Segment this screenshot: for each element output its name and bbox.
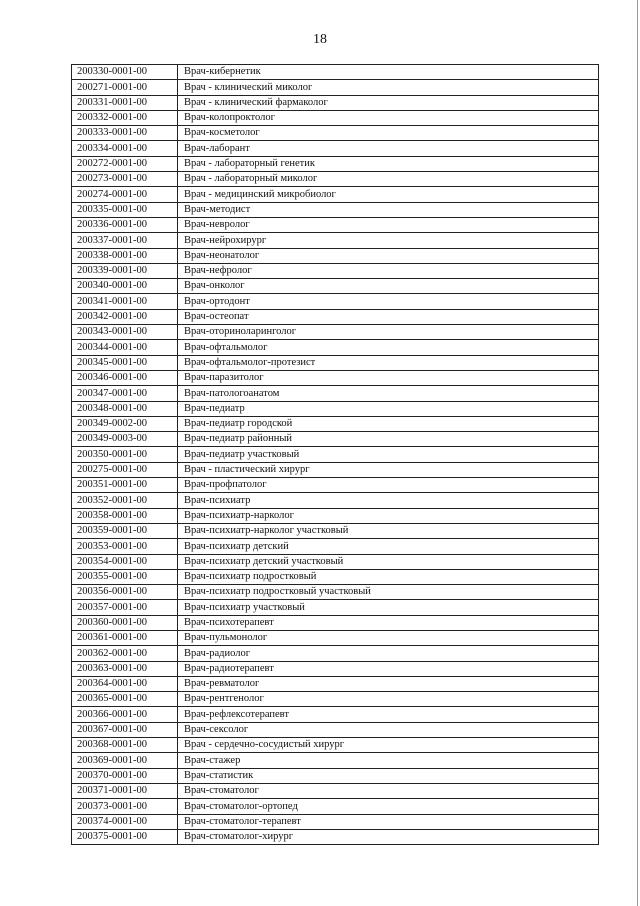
profession-name-cell: Врач-радиолог — [178, 646, 599, 661]
table-row — [72, 722, 599, 737]
table-row — [72, 630, 599, 645]
profession-code-cell: 200349-0003-00 — [72, 432, 178, 447]
profession-code-cell: 200349-0002-00 — [72, 416, 178, 431]
profession-code-cell: 200375-0001-00 — [72, 829, 178, 844]
profession-code-cell: 200361-0001-00 — [72, 630, 178, 645]
table-row — [72, 661, 599, 676]
profession-code-cell: 200340-0001-00 — [72, 279, 178, 294]
profession-name-cell: Врач-стоматолог-терапевт — [178, 814, 599, 829]
profession-code-cell: 200370-0001-00 — [72, 768, 178, 783]
table-row — [72, 829, 599, 844]
profession-name-cell: Врач-педиатр районный — [178, 432, 599, 447]
profession-code-cell: 200360-0001-00 — [72, 615, 178, 630]
table-row — [72, 447, 599, 462]
profession-code-cell: 200355-0001-00 — [72, 569, 178, 584]
table-row — [72, 325, 599, 340]
profession-code-cell: 200335-0001-00 — [72, 202, 178, 217]
table-row — [72, 279, 599, 294]
profession-code-cell: 200339-0001-00 — [72, 263, 178, 278]
table-row — [72, 600, 599, 615]
table-row — [72, 462, 599, 477]
profession-name-cell: Врач-пульмонолог — [178, 630, 599, 645]
profession-name-cell: Врач-психиатр-нарколог — [178, 508, 599, 523]
profession-code-cell: 200351-0001-00 — [72, 478, 178, 493]
table-row — [72, 783, 599, 798]
table-row — [72, 707, 599, 722]
table-row — [72, 416, 599, 431]
profession-code-cell: 200364-0001-00 — [72, 676, 178, 691]
profession-name-cell: Врач-педиатр — [178, 401, 599, 416]
profession-code-cell: 200331-0001-00 — [72, 95, 178, 110]
profession-code-cell: 200357-0001-00 — [72, 600, 178, 615]
table-row — [72, 95, 599, 110]
profession-name-cell: Врач-офтальмолог — [178, 340, 599, 355]
profession-code-cell: 200273-0001-00 — [72, 172, 178, 187]
profession-code-cell: 200367-0001-00 — [72, 722, 178, 737]
table-row — [72, 202, 599, 217]
profession-code-cell: 200356-0001-00 — [72, 585, 178, 600]
profession-code-cell: 200366-0001-00 — [72, 707, 178, 722]
profession-name-cell: Врач-радиотерапевт — [178, 661, 599, 676]
profession-code-cell: 200362-0001-00 — [72, 646, 178, 661]
profession-name-cell: Врач-ревматолог — [178, 676, 599, 691]
profession-code-cell: 200330-0001-00 — [72, 65, 178, 80]
table-row — [72, 370, 599, 385]
profession-name-cell: Врач-остеопат — [178, 309, 599, 324]
profession-name-cell: Врач-рефлексотерапевт — [178, 707, 599, 722]
table-row — [72, 340, 599, 355]
profession-code-cell: 200336-0001-00 — [72, 217, 178, 232]
profession-name-cell: Врач-кибернетик — [178, 65, 599, 80]
profession-code-cell: 200344-0001-00 — [72, 340, 178, 355]
profession-name-cell: Врач-ортодонт — [178, 294, 599, 309]
profession-name-cell: Врач-стоматолог-ортопед — [178, 799, 599, 814]
profession-name-cell: Врач-психиатр подростковый — [178, 569, 599, 584]
profession-name-cell: Врач-неонатолог — [178, 248, 599, 263]
table-row — [72, 615, 599, 630]
profession-name-cell: Врач-психиатр участковый — [178, 600, 599, 615]
profession-name-cell: Врач-стоматолог-хирург — [178, 829, 599, 844]
profession-name-cell: Врач-методист — [178, 202, 599, 217]
profession-name-cell: Врач-психиатр подростковый участковый — [178, 585, 599, 600]
table-row — [72, 126, 599, 141]
profession-name-cell: Врач-психиатр детский участковый — [178, 554, 599, 569]
table-row — [72, 156, 599, 171]
profession-code-cell: 200338-0001-00 — [72, 248, 178, 263]
profession-code-cell: 200371-0001-00 — [72, 783, 178, 798]
table-row — [72, 478, 599, 493]
profession-name-cell: Врач-офтальмолог-протезист — [178, 355, 599, 370]
table-row — [72, 401, 599, 416]
table-row — [72, 386, 599, 401]
profession-name-cell: Врач-психотерапевт — [178, 615, 599, 630]
profession-code-cell: 200373-0001-00 — [72, 799, 178, 814]
profession-name-cell: Врач-психиатр — [178, 493, 599, 508]
profession-code-cell: 200346-0001-00 — [72, 370, 178, 385]
profession-name-cell: Врач-нейрохирург — [178, 233, 599, 248]
profession-name-cell: Врач-профпатолог — [178, 478, 599, 493]
profession-name-cell: Врач - пластический хирург — [178, 462, 599, 477]
profession-name-cell: Врач-косметолог — [178, 126, 599, 141]
profession-code-cell: 200272-0001-00 — [72, 156, 178, 171]
profession-code-cell: 200368-0001-00 — [72, 738, 178, 753]
table-row — [72, 309, 599, 324]
profession-name-cell: Врач-оториноларинголог — [178, 325, 599, 340]
profession-name-cell: Врач-колопроктолог — [178, 110, 599, 125]
table-row — [72, 172, 599, 187]
table-row — [72, 80, 599, 95]
profession-name-cell: Врач-паразитолог — [178, 370, 599, 385]
table-row — [72, 753, 599, 768]
table-row — [72, 355, 599, 370]
profession-name-cell: Врач-патологоанатом — [178, 386, 599, 401]
profession-code-cell: 200334-0001-00 — [72, 141, 178, 156]
table-row — [72, 141, 599, 156]
profession-name-cell: Врач-стоматолог — [178, 783, 599, 798]
table-row — [72, 233, 599, 248]
table-row — [72, 432, 599, 447]
page-edge — [637, 0, 638, 906]
table-row — [72, 217, 599, 232]
table-row — [72, 248, 599, 263]
profession-code-cell: 200365-0001-00 — [72, 692, 178, 707]
profession-name-cell: Врач-нефролог — [178, 263, 599, 278]
table-row — [72, 768, 599, 783]
profession-code-cell: 200348-0001-00 — [72, 401, 178, 416]
profession-name-cell: Врач-статистик — [178, 768, 599, 783]
profession-code-cell: 200343-0001-00 — [72, 325, 178, 340]
profession-code-cell: 200359-0001-00 — [72, 523, 178, 538]
profession-name-cell: Врач-стажер — [178, 753, 599, 768]
profession-code-cell: 200354-0001-00 — [72, 554, 178, 569]
profession-name-cell: Врач - медицинский микробиолог — [178, 187, 599, 202]
profession-code-cell: 200275-0001-00 — [72, 462, 178, 477]
profession-name-cell: Врач-психиатр-нарколог участковый — [178, 523, 599, 538]
profession-code-cell: 200341-0001-00 — [72, 294, 178, 309]
table-row — [72, 539, 599, 554]
profession-code-cell: 200342-0001-00 — [72, 309, 178, 324]
profession-name-cell: Врач-педиатр участковый — [178, 447, 599, 462]
table-row — [72, 692, 599, 707]
profession-name-cell: Врач - клинический миколог — [178, 80, 599, 95]
table-row — [72, 554, 599, 569]
profession-code-cell: 200363-0001-00 — [72, 661, 178, 676]
profession-name-cell: Врач - клинический фармаколог — [178, 95, 599, 110]
profession-name-cell: Врач-рентгенолог — [178, 692, 599, 707]
profession-name-cell: Врач-онколог — [178, 279, 599, 294]
profession-code-cell: 200345-0001-00 — [72, 355, 178, 370]
profession-code-cell: 200333-0001-00 — [72, 126, 178, 141]
table-row — [72, 646, 599, 661]
profession-code-cell: 200271-0001-00 — [72, 80, 178, 95]
table-row — [72, 65, 599, 80]
profession-code-cell: 200352-0001-00 — [72, 493, 178, 508]
profession-code-cell: 200369-0001-00 — [72, 753, 178, 768]
profession-code-cell: 200353-0001-00 — [72, 539, 178, 554]
profession-code-cell: 200350-0001-00 — [72, 447, 178, 462]
table-row — [72, 676, 599, 691]
profession-name-cell: Врач-сексолог — [178, 722, 599, 737]
page-number: 18 — [313, 32, 327, 47]
profession-name-cell: Врач-лаборант — [178, 141, 599, 156]
profession-code-cell: 200358-0001-00 — [72, 508, 178, 523]
table-row — [72, 585, 599, 600]
profession-code-cell: 200337-0001-00 — [72, 233, 178, 248]
table-row — [72, 569, 599, 584]
table-row — [72, 187, 599, 202]
profession-name-cell: Врач - лабораторный генетик — [178, 156, 599, 171]
table-body — [72, 65, 599, 845]
profession-code-cell: 200347-0001-00 — [72, 386, 178, 401]
profession-code-cell: 200274-0001-00 — [72, 187, 178, 202]
table-row — [72, 799, 599, 814]
table-row — [72, 263, 599, 278]
table-row — [72, 738, 599, 753]
table-row — [72, 814, 599, 829]
profession-name-cell: Врач - лабораторный миколог — [178, 172, 599, 187]
table-row — [72, 110, 599, 125]
table-row — [72, 523, 599, 538]
profession-code-table — [71, 64, 599, 845]
profession-name-cell: Врач-психиатр детский — [178, 539, 599, 554]
profession-code-cell: 200374-0001-00 — [72, 814, 178, 829]
table-row — [72, 508, 599, 523]
table-row — [72, 493, 599, 508]
profession-name-cell: Врач-педиатр городской — [178, 416, 599, 431]
profession-name-cell: Врач-невролог — [178, 217, 599, 232]
table-row — [72, 294, 599, 309]
profession-name-cell: Врач - сердечно-сосудистый хирург — [178, 738, 599, 753]
profession-code-cell: 200332-0001-00 — [72, 110, 178, 125]
